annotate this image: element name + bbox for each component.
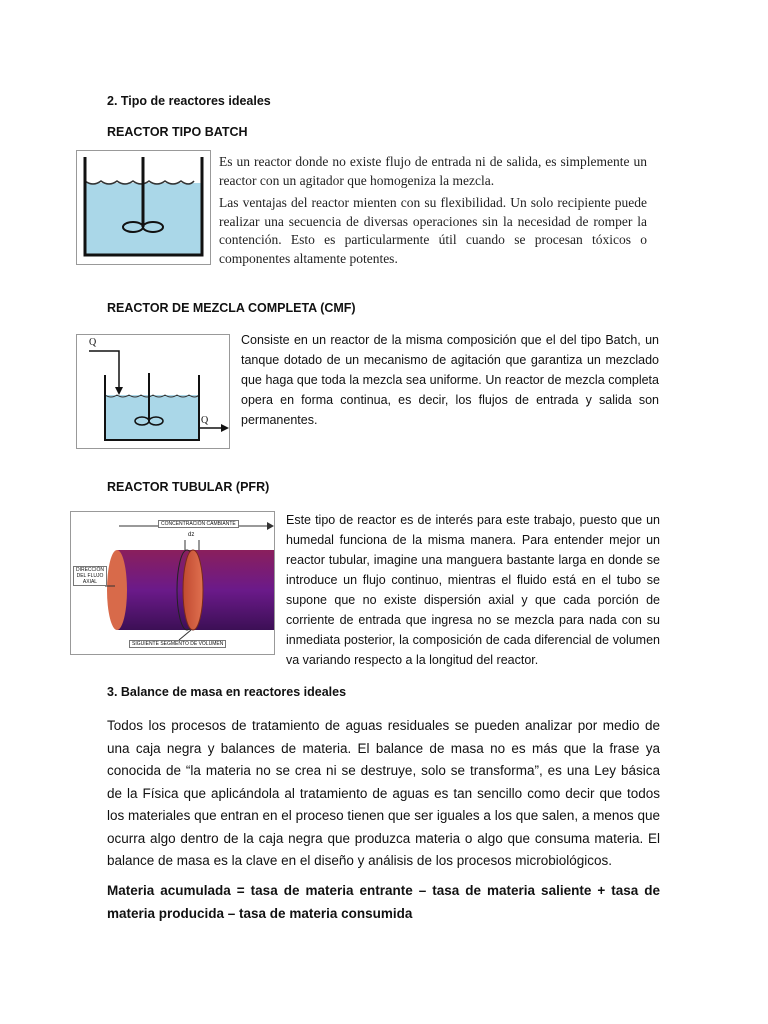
pfr-reactor-diagram (70, 511, 275, 655)
section-3-title: 3. Balance de masa en reactores ideales (107, 685, 347, 699)
mass-balance-equation: Materia acumulada = tasa de materia entrante – tasa de materia saliente + tasa de materia producida – tasa de materia consumida (107, 883, 660, 921)
pfr-dz-label: dz (188, 532, 195, 538)
pfr-concentration-label: CONCENTRACIÓN CAMBIANTE (158, 520, 239, 528)
cmf-inflow-label: Q (89, 337, 97, 348)
cmf-paragraph: Consiste en un reactor de la misma composición que el del tipo Batch, un tanque dotado de un mecanismo de agitación que garantiza un mezclado que haga que toda la mezcla sea uniforme. Un reactor de mezcla completa opera en forma continua, es decir, los flujos de entrada y salida son permanentes. (241, 333, 659, 427)
pfr-flow-direction-label: DIRECCIÓN DEL FLUJO AXIAL (73, 566, 107, 586)
pfr-paragraph: Este tipo de reactor es de interés para este trabajo, puesto que un humedal funciona de la misma manera. Para entender mejor un reactor tubular, imagine una manguera bastante larga en donde se introduce un flujo continuo, mientras el fluido está en el tubo se supone que no existe dispersión axial y que cada porción de corriente de entrada que ingresa no se mezcla para nada con su inmediata posterior, la composición de cada diferencial de volumen va variando respecto a la longitud del reactor. (286, 513, 660, 667)
mass-balance-paragraph: Todos los procesos de tratamiento de aguas residuales se pueden analizar por medio de una caja negra y balances de materia. El balance de masa no es más que la frase ya conocida de “la materia no se crea ni se destruye, solo se transforma”, es una Ley básica de la Física que aplicándola al tratamiento de aguas es tan sencillo como decir que todos los materiales que entran en el proceso tienen que ser iguales a los que salen, a menos que ocurra algo dentro de la caja negra que produzca materia o algo que consuma materia. El balance de masa es la clave en el diseño y análisis de los procesos microbiológicos. (107, 718, 660, 868)
batch-reactor-diagram (76, 150, 211, 265)
batch-paragraph-2: Las ventajas del reactor mienten con su flexibilidad. Un solo recipiente puede realizar una secuencia de diversas operaciones sin la necesidad de romper la contención. Esto es particularmente útil cuando se procesan tóxicos o componentes altamente potentes. (219, 195, 647, 266)
pfr-heading: REACTOR TUBULAR (PFR) (107, 480, 270, 494)
cmf-outflow-label: Q (201, 415, 209, 426)
cmf-heading: REACTOR DE MEZCLA COMPLETA (CMF) (107, 301, 356, 315)
batch-paragraph-1: Es un reactor donde no existe flujo de entrada ni de salida, es simplemente un reactor con un agitador que homogeniza la mezcla. (219, 154, 647, 188)
batch-heading: REACTOR TIPO BATCH (107, 125, 248, 139)
cmf-reactor-diagram (76, 334, 230, 449)
section-2-title: 2. Tipo de reactores ideales (107, 94, 271, 108)
pfr-next-segment-label: SIGUIENTE SEGMENTO DE VOLUMEN (129, 640, 226, 648)
